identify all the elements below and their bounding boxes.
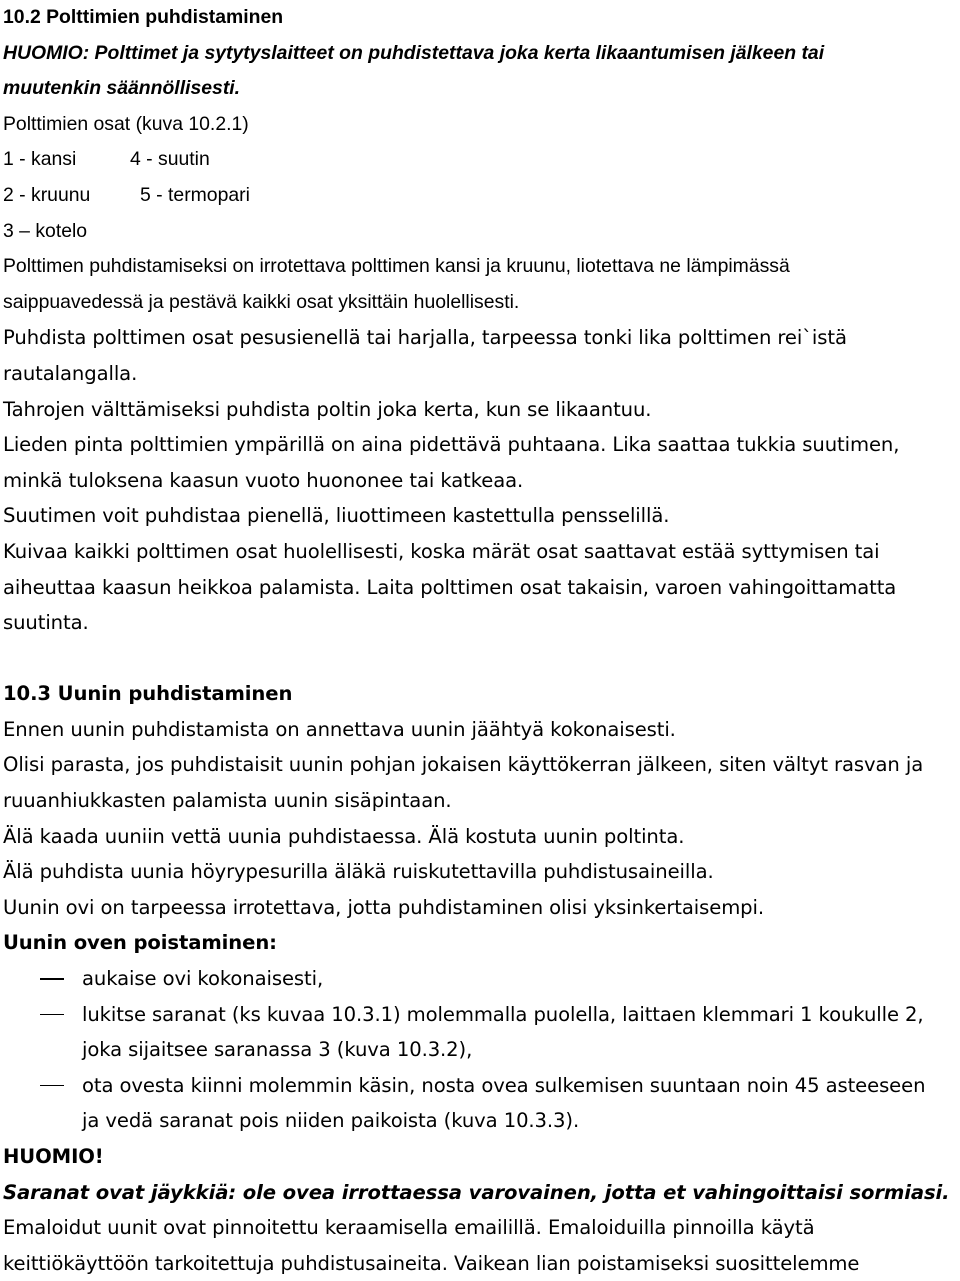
paragraph-line: Puhdista polttimen osat pesusienellä tai harjalla, tarpeessa tonki lika polttimen rei`istä (3, 326, 847, 350)
part-label: 5 - termopari (140, 183, 250, 206)
section-10-2-title: 10.2 Polttimien puhdistaminen (3, 6, 284, 28)
paragraph-line: rautalangalla. (3, 361, 138, 385)
section-10-3-title: 10.3 Uunin puhdistaminen (3, 682, 293, 706)
list-item-continuation: ja vedä saranat pois niiden paikoista (kuva 10.3.3). (82, 1109, 580, 1133)
section-spacer (3, 641, 958, 677)
part-label: 2 - kruunu (3, 183, 91, 206)
parts-row (3, 142, 958, 178)
list-item-text: ota ovesta kiinni molemmin käsin, nosta ovea sulkemisen suuntaan noin 45 asteeseen (82, 1073, 926, 1097)
parts-heading: Polttimien osat (kuva 10.2.1) (3, 112, 249, 135)
note-label: HUOMIO! (3, 1145, 104, 1168)
paragraph-line: Lieden pinta polttimien ympärillä on aina pidettävä puhtaana. Lika saattaa tukkia suutimen, (3, 433, 900, 457)
list-item (3, 961, 958, 997)
part-label: 3 – kotelo (3, 219, 88, 242)
note-text: Saranat ovat jäykkiä: ole ovea irrottaessa varovainen, jotta et vahingoittaisi sormiasi. (3, 1180, 950, 1204)
paragraph-line: Tahrojen välttämiseksi puhdista poltin joka kerta, kun se likaantuu. (3, 397, 652, 421)
paragraph-line: Älä kaada uuniin vettä uunia puhdistaessa. Älä kostuta uunin poltinta. (3, 824, 685, 848)
paragraph-line: Kuivaa kaikki polttimen osat huolellisesti, koska märät osat saattavat estää syttymisen tai (3, 539, 880, 563)
paragraph-line: Polttimen puhdistamiseksi on irrotettava polttimen kansi ja kruunu, liotettava ne lämpimässä (3, 255, 790, 278)
list-item-continuation: joka sijaitsee saranassa 3 (kuva 10.3.2), (82, 1038, 473, 1062)
parts-row (3, 214, 958, 250)
list-item-text: aukaise ovi kokonaisesti, (82, 967, 324, 991)
list-item (3, 1068, 958, 1104)
paragraph-line: ruuanhiukkasten palamista uunin sisäpintaan. (3, 789, 452, 813)
warning-line-1: HUOMIO: Polttimet ja sytytyslaitteet on puhdistettava joka kerta likaantumisen jälkeen tai (3, 41, 825, 64)
paragraph-line: keittiökäyttöön tarkoitettuja puhdistusaineita. Vaikean lian poistamiseksi suosittelemme (3, 1251, 860, 1275)
part-label: 4 - suutin (130, 148, 210, 171)
part-label: 1 - kansi (3, 148, 77, 171)
warning-line-2: muutenkin säännöllisesti. (3, 77, 241, 100)
list-item (3, 997, 958, 1033)
dash-bullet-icon (40, 978, 64, 980)
paragraph-line: Suutimen voit puhdistaa pienellä, liuottimeen kastettulla pensselillä. (3, 504, 670, 528)
paragraph-line: suutinta. (3, 611, 89, 635)
paragraph-line: saippuavedessä ja pestävä kaikki osat yksittäin huolellisesti. (3, 290, 520, 313)
dash-bullet-icon (40, 1085, 64, 1087)
list-item-text: lukitse saranat (ks kuvaa 10.3.1) molemmalla puolella, laittaen klemmari 1 koukulle 2, (82, 1002, 924, 1026)
document-page (3, 0, 958, 1281)
paragraph-line: Älä puhdista uunia höyrypesurilla äläkä ruiskutettavilla puhdistusaineilla. (3, 860, 714, 884)
door-removal-heading: Uunin oven poistaminen: (3, 931, 277, 955)
parts-row (3, 178, 958, 214)
paragraph-line: Uunin ovi on tarpeessa irrotettava, jotta puhdistaminen olisi yksinkertaisempi. (3, 895, 764, 919)
paragraph-line: Olisi parasta, jos puhdistaisit uunin pohjan jokaisen käyttökerran jälkeen, siten vältyt rasvan ja (3, 753, 924, 777)
paragraph-line: Emaloidut uunit ovat pinnoitettu keraamisella emailillä. Emaloiduilla pinnoilla käytä (3, 1216, 815, 1240)
dash-bullet-icon (40, 1014, 64, 1016)
paragraph-line: minkä tuloksena kaasun vuoto huononee tai katkeaa. (3, 468, 524, 492)
paragraph-line: Ennen uunin puhdistamista on annettava uunin jäähtyä kokonaisesti. (3, 717, 676, 741)
paragraph-line: aiheuttaa kaasun heikkoa palamista. Laita polttimen osat takaisin, varoen vahingoittamatta (3, 575, 897, 599)
